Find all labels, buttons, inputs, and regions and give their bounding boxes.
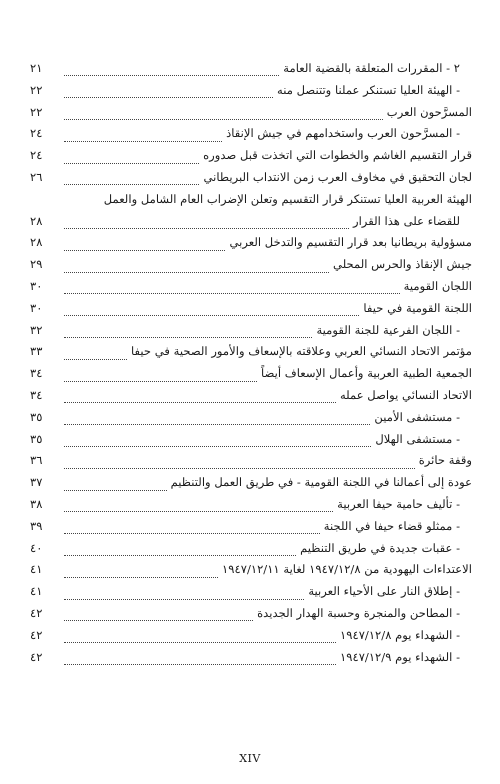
toc-entry-title: الاتحاد النسائي يواصل عمله [339, 387, 472, 402]
toc-entry-page: ٤٠ [30, 540, 43, 555]
toc-entry-title: لجان التحقيق في مخاوف العرب زمن الانتداب البريطاني [203, 169, 472, 184]
dot-leader [64, 569, 218, 578]
toc-entry-page: ٤١ [30, 584, 43, 599]
toc-entry-page: ٣٧ [30, 475, 43, 490]
dot-leader [64, 111, 383, 120]
toc-entry [30, 429, 472, 451]
dot-leader [64, 547, 296, 556]
toc-entry-page: ٣٢ [30, 322, 43, 337]
toc-entry-title: - المسرَّحون العرب واستخدامهم في جيش الإنقاذ [226, 126, 460, 141]
toc-entry [30, 58, 472, 80]
toc-entry-title: الجمعية الطبية العربية وأعمال الإسعاف أيضاً [261, 366, 472, 381]
toc-entry-page: ٢٤ [30, 148, 43, 163]
toc-entry-title: - الشهداء يوم ١٩٤٧/١٢/٩ [340, 649, 460, 664]
toc-entry [30, 145, 472, 167]
toc-entry-title: المسرَّحون العرب [386, 104, 472, 119]
toc-entry [30, 298, 472, 320]
dot-leader [64, 656, 336, 665]
toc-entry [30, 80, 472, 102]
toc-entry-title: - ممثلو قضاء حيفا في اللجنة [323, 518, 460, 533]
toc-entry-page: ٣٨ [30, 496, 43, 511]
toc-entry [30, 276, 472, 298]
toc-entry-title: للقضاء على هذا القرار [352, 213, 460, 228]
toc-entry-title: مسؤولية بريطانيا بعد قرار التقسيم والتدخل العربي [229, 235, 472, 250]
dot-leader [64, 89, 273, 98]
toc-entry [30, 538, 472, 560]
toc-entry [30, 625, 472, 647]
toc-entry [30, 472, 472, 494]
toc-entry-title: - مستشفى الأمين [374, 409, 460, 424]
dot-leader [64, 307, 359, 316]
toc-entry-page: ٣٠ [30, 278, 43, 293]
toc-entry-title: عودة إلى أعمالنا في اللجنة القومية - في طريق العمل والتنظيم [170, 475, 472, 490]
dot-leader [64, 242, 225, 251]
dot-leader [64, 634, 336, 643]
dot-leader [64, 482, 167, 491]
toc-entry-title: اللجنة القومية في حيفا [363, 300, 472, 315]
toc-entry-page: ٣٥ [30, 409, 43, 424]
toc-entry [30, 450, 472, 472]
toc-entry-title: - مستشفى الهلال [375, 431, 460, 446]
dot-leader [64, 525, 320, 534]
dot-leader [64, 176, 199, 185]
toc-entry-title: ٢ - المقررات المتعلقة بالقضية العامة [283, 61, 460, 75]
table-of-contents [30, 58, 472, 668]
toc-entry [30, 385, 472, 407]
toc-entry [30, 516, 472, 538]
toc-entry-page: ٢٩ [30, 257, 43, 272]
dot-leader [64, 329, 312, 338]
toc-entry-title: جيش الإنقاذ والحرس المحلي [333, 257, 472, 272]
toc-entry [30, 102, 472, 124]
toc-entry-title: الهيئة العربية العليا تستنكر قرار التقسيم وتعلن الإضراب العام الشامل والعمل [103, 191, 472, 206]
toc-entry [30, 254, 472, 276]
toc-entry [30, 603, 472, 625]
dot-leader [64, 460, 415, 469]
toc-entry-page: ٢١ [30, 61, 43, 75]
toc-entry-page: ٤٢ [30, 605, 43, 620]
toc-entry-page: ٣٤ [30, 387, 43, 402]
toc-entry-title: - المطاحن والمنجرة وحسبة الهدار الجديدة [257, 605, 460, 620]
dot-leader [64, 438, 371, 447]
toc-entry [30, 189, 472, 211]
dot-leader [64, 503, 333, 512]
toc-entry-page: ٢٨ [30, 235, 43, 250]
toc-entry-title: - الشهداء يوم ١٩٤٧/١٢/٨ [340, 627, 460, 642]
toc-entry [30, 363, 472, 385]
toc-entry [30, 341, 472, 363]
toc-entry [30, 647, 472, 669]
toc-entry-title: الاعتداءات اليهودية من ١٩٤٧/١٢/٨ لغاية ١٩٤٧/١٢/١١ [222, 562, 472, 577]
dot-leader [64, 220, 349, 229]
dot-leader [64, 612, 253, 621]
dot-leader [64, 416, 370, 425]
toc-entry-page: ٢٨ [30, 213, 43, 228]
toc-entry-title: اللجان القومية [403, 278, 472, 293]
dot-leader [64, 67, 279, 76]
toc-entry-page: ٤٢ [30, 649, 43, 664]
toc-entry-title: قرار التقسيم الغاشم والخطوات التي اتخذت قبل صدوره [203, 148, 472, 163]
dot-leader [64, 394, 336, 403]
dot-leader [64, 373, 257, 382]
toc-entry [30, 211, 472, 233]
toc-entry-page: ٢٢ [30, 82, 43, 97]
toc-entry-page: ٣٠ [30, 300, 43, 315]
toc-entry [30, 581, 472, 603]
toc-entry-page: ٣٦ [30, 453, 43, 468]
toc-entry-title: - إطلاق النار على الأحياء العربية [308, 584, 460, 599]
toc-entry-page: ٢٤ [30, 126, 43, 141]
toc-entry-title: مؤتمر الاتحاد النسائي العربي وعلاقته بالإسعاف والأمور الصحية في حيفا [130, 344, 472, 359]
page-number: XIV [239, 752, 261, 765]
toc-entry [30, 320, 472, 342]
toc-entry-page: ٢٦ [30, 169, 43, 184]
dot-leader [64, 133, 222, 142]
toc-entry-page: ٣٤ [30, 366, 43, 381]
toc-entry-title: - عقبات جديدة في طريق التنظيم [300, 540, 460, 555]
toc-entry-page: ٣٩ [30, 518, 43, 533]
toc-entry-title: - الهيئة العليا تستنكر عملنا وتتنصل منه [277, 82, 460, 97]
toc-entry [30, 232, 472, 254]
dot-leader [64, 591, 304, 600]
toc-entry-title: - اللجان الفرعية للجنة القومية [316, 322, 460, 337]
dot-leader [64, 285, 400, 294]
toc-entry-title: - تأليف حامية حيفا العربية [337, 496, 460, 511]
toc-entry-page: ٣٥ [30, 431, 43, 446]
toc-entry [30, 167, 472, 189]
dot-leader [64, 351, 127, 360]
toc-entry-page: ٤٢ [30, 627, 43, 642]
dot-leader [64, 264, 329, 273]
toc-entry-title: وقفة حائرة [418, 453, 472, 468]
toc-entry [30, 407, 472, 429]
dot-leader [64, 155, 199, 164]
toc-entry [30, 123, 472, 145]
toc-entry [30, 494, 472, 516]
toc-entry-page: ٢٢ [30, 104, 43, 119]
toc-entry [30, 559, 472, 581]
toc-entry-page: ٤١ [30, 562, 43, 577]
toc-entry-page: ٣٣ [30, 344, 43, 359]
